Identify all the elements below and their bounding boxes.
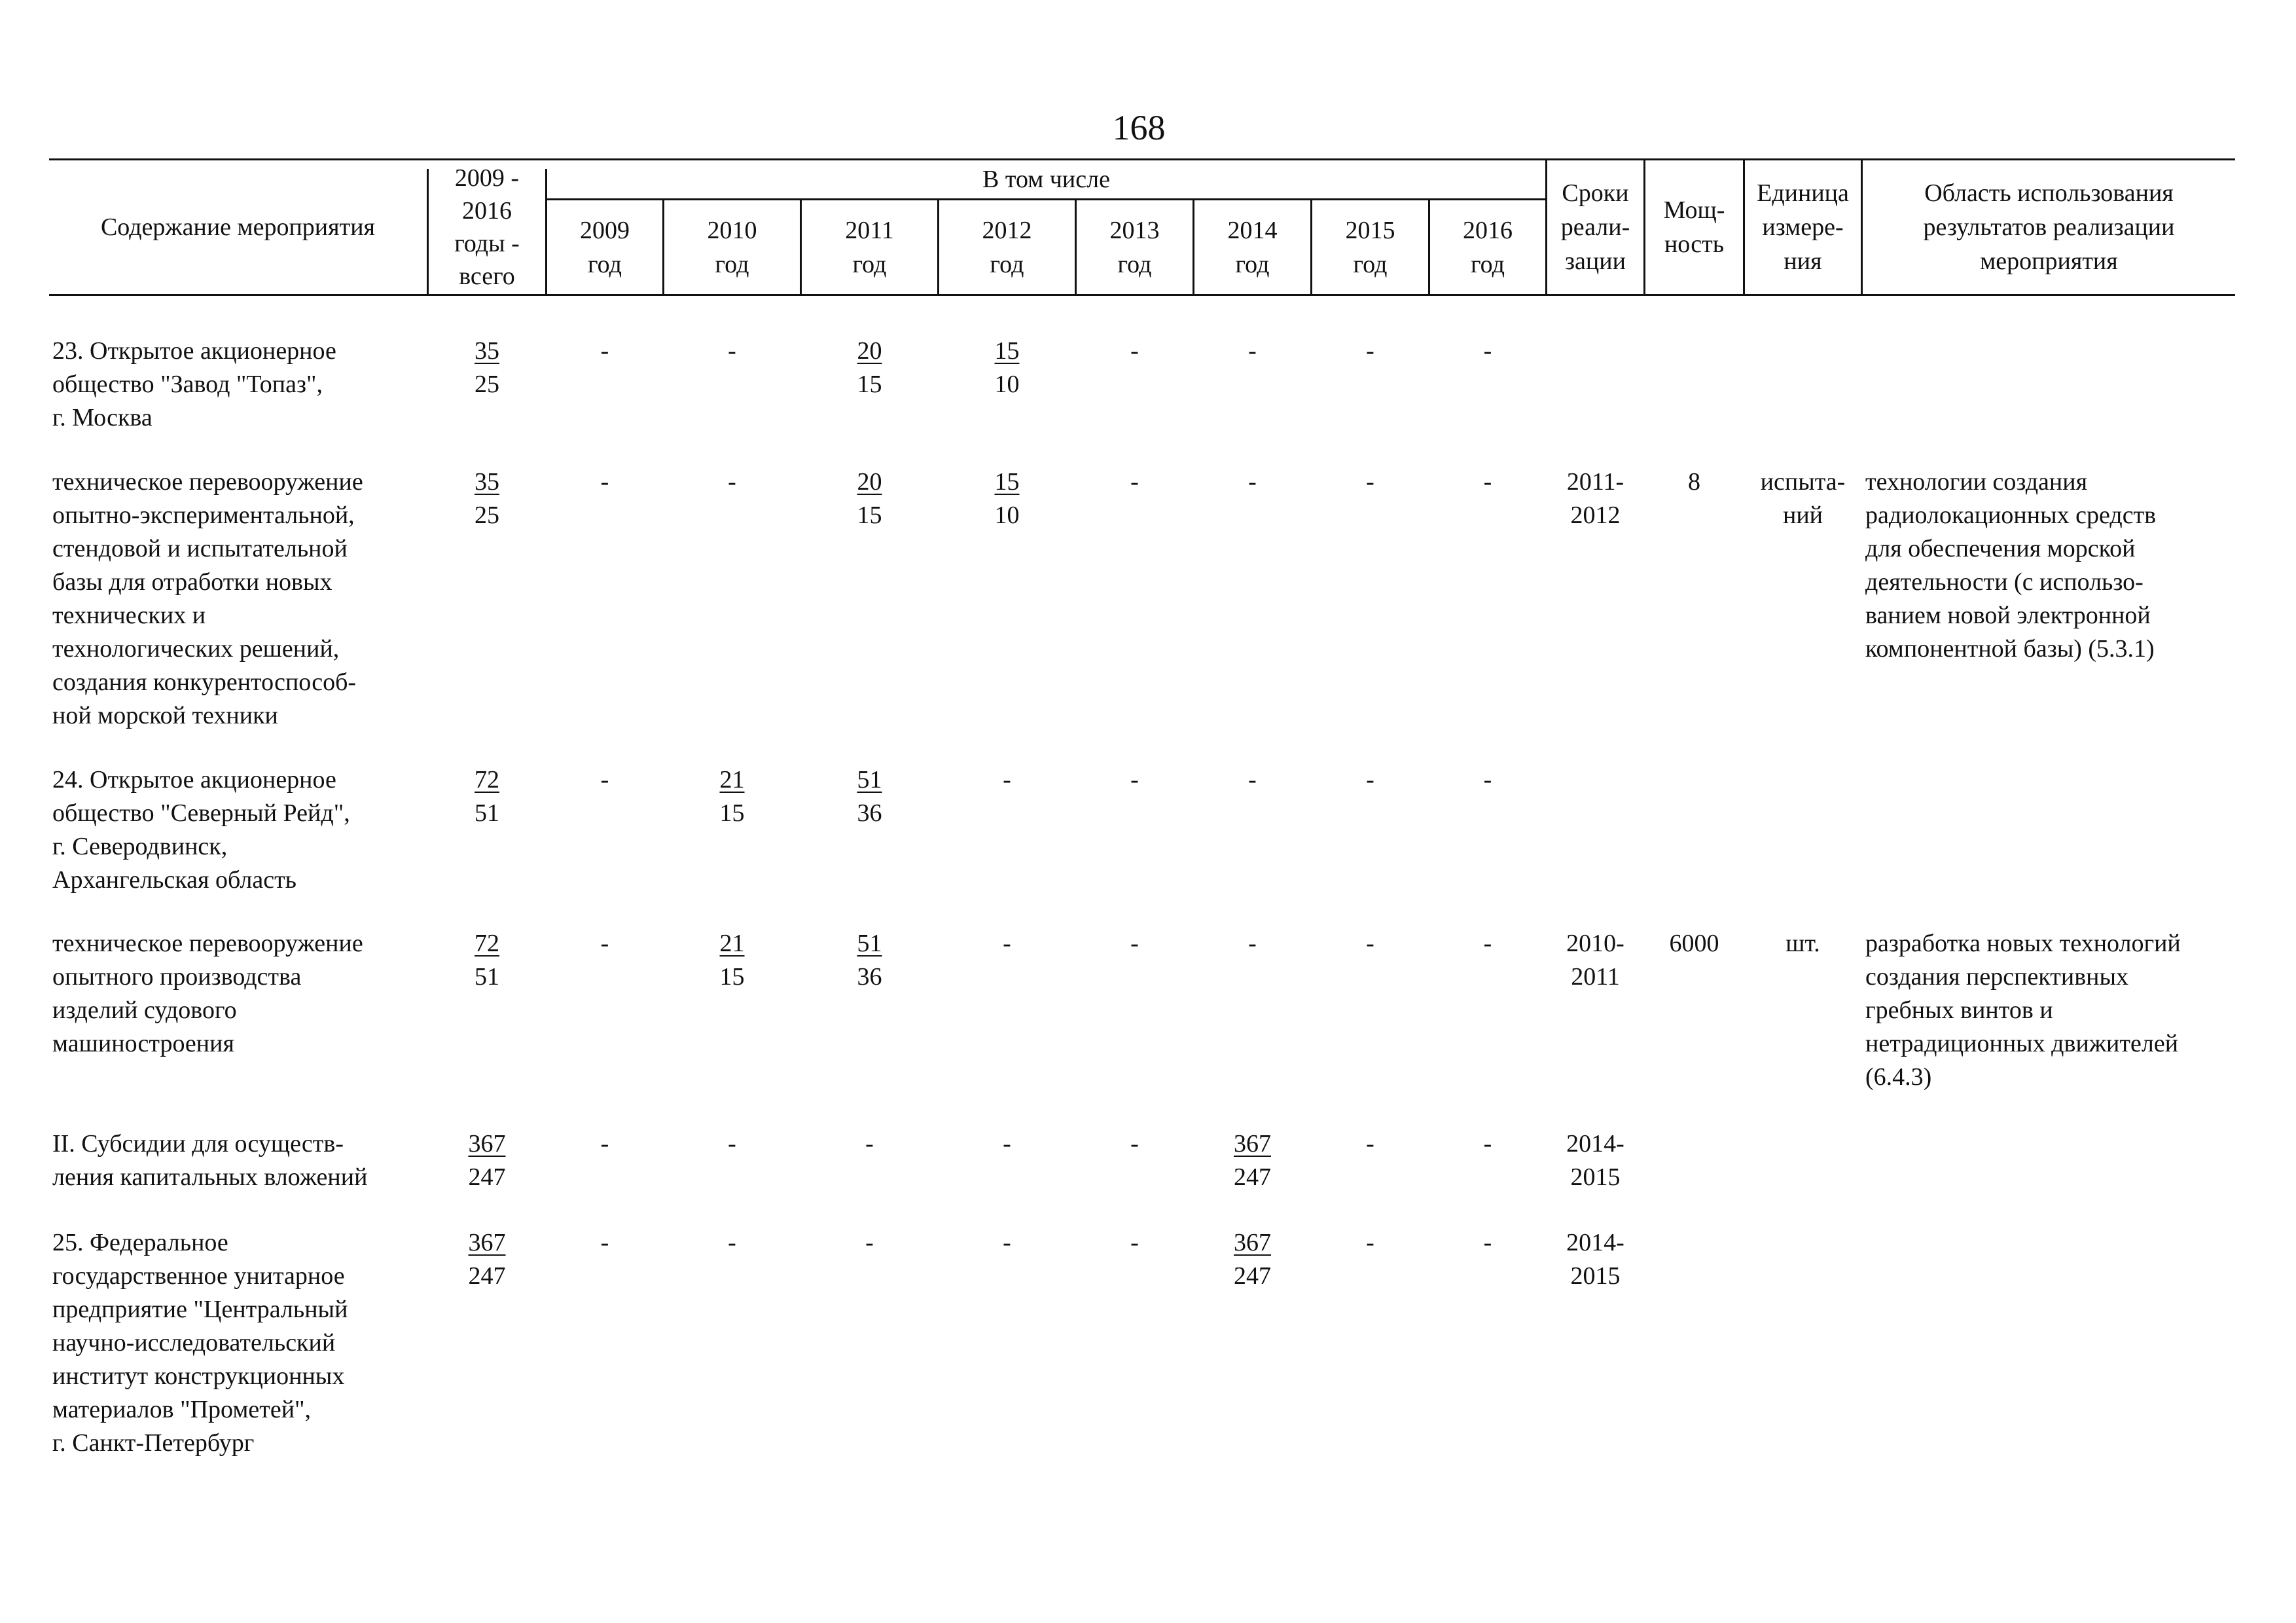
row-terms: 2011- 2012 xyxy=(1566,468,1624,529)
header-year-2014: 2014 год xyxy=(1227,216,1278,278)
value-2016: - xyxy=(1483,1130,1492,1158)
row-terms: 2010- 2011 xyxy=(1566,930,1624,991)
row-name: техническое перевооружение опытно-экспериментальной, стендовой и испытательной базы для отработки новых технических и технологических решений, создания конкурентоспособ- ной морской техники xyxy=(52,468,363,729)
value-2016: - xyxy=(1483,766,1492,793)
value-2009: - xyxy=(600,468,609,496)
header-year-2009: 2009 год xyxy=(580,216,630,278)
value-2010: - xyxy=(728,1130,736,1158)
value-2013: - xyxy=(1130,337,1139,365)
header-year-2013: 2013 год xyxy=(1109,216,1160,278)
value-2016: - xyxy=(1483,468,1492,496)
value-2013: - xyxy=(1130,1229,1139,1256)
value-2015: - xyxy=(1366,337,1374,365)
row-capacity: 8 xyxy=(1688,468,1700,496)
value-2012: - xyxy=(1003,930,1011,957)
value-2010: 21 15 xyxy=(719,766,745,827)
value-2013: - xyxy=(1130,1130,1139,1158)
row-name: 23. Открытое акционерное общество "Завод "Топаз", г. Москва xyxy=(52,337,336,431)
row-area: разработка новых технологий создания перспективных гребных винтов и нетрадиционных движителей (6.4.3) xyxy=(1865,930,2181,1091)
value-2014: 367 247 xyxy=(1234,1130,1271,1191)
row-capacity: 6000 xyxy=(1669,930,1719,957)
row-name: 25. Федеральное государственное унитарное предприятие "Центральный научно-исследовательский институт конструкционных материалов "Прометей", г. Санкт-Петербург xyxy=(52,1229,348,1457)
value-2011: 51 36 xyxy=(857,930,882,991)
value-2011: - xyxy=(865,1130,874,1158)
value-2012: 15 10 xyxy=(994,468,1020,529)
row-total: 35 25 xyxy=(475,337,499,398)
row-terms: 2014- 2015 xyxy=(1566,1130,1624,1191)
header-bottom-rule xyxy=(49,294,2235,296)
row-terms: 2014- 2015 xyxy=(1566,1229,1624,1290)
value-2011: 20 15 xyxy=(857,337,882,398)
value-2015: - xyxy=(1366,1130,1374,1158)
value-2014: - xyxy=(1248,930,1257,957)
row-total: 367 247 xyxy=(468,1229,506,1290)
value-2016: - xyxy=(1483,337,1492,365)
header-including: В том числе xyxy=(982,166,1110,193)
row-total: 367 247 xyxy=(468,1130,506,1191)
value-2012: - xyxy=(1003,766,1011,793)
value-2009: - xyxy=(600,1130,609,1158)
row-unit: шт. xyxy=(1785,930,1820,957)
header-total: 2009 - 2016 годы - всего xyxy=(454,164,520,290)
row-name: техническое перевооружение опытного производства изделий судового машиностроения xyxy=(52,930,363,1057)
value-2016: - xyxy=(1483,930,1492,957)
header-area: Область использования результатов реализации мероприятия xyxy=(1923,179,2175,275)
value-2015: - xyxy=(1366,1229,1374,1256)
header-year-2011: 2011 год xyxy=(845,216,894,278)
value-2012: 15 10 xyxy=(994,337,1020,398)
header-terms: Сроки реали- зации xyxy=(1560,179,1630,275)
header-year-2010: 2010 год xyxy=(707,216,757,278)
row-total: 72 51 xyxy=(475,930,499,991)
value-2009: - xyxy=(600,1229,609,1256)
value-2014: 367 247 xyxy=(1234,1229,1271,1290)
value-2009: - xyxy=(600,766,609,793)
value-2010: - xyxy=(728,468,736,496)
value-2009: - xyxy=(600,930,609,957)
header-year-2012: 2012 год xyxy=(982,216,1032,278)
value-2014: - xyxy=(1248,337,1257,365)
value-2013: - xyxy=(1130,930,1139,957)
row-name: 24. Открытое акционерное общество "Северный Рейд", г. Северодвинск, Архангельская область xyxy=(52,766,350,894)
value-2009: - xyxy=(600,337,609,365)
header-year-2015: 2015 год xyxy=(1345,216,1395,278)
row-total: 35 25 xyxy=(475,468,499,529)
value-2011: 51 36 xyxy=(857,766,882,827)
value-2011: 20 15 xyxy=(857,468,882,529)
value-2012: - xyxy=(1003,1130,1011,1158)
value-2012: - xyxy=(1003,1229,1011,1256)
value-2010: - xyxy=(728,337,736,365)
value-2016: - xyxy=(1483,1229,1492,1256)
value-2015: - xyxy=(1366,766,1374,793)
header-unit: Единица измере- ния xyxy=(1757,179,1849,275)
row-area: технологии создания радиолокационных средств для обеспечения морской деятельности (с использо- ванием новой электронной компонентной базы) (5.3.1) xyxy=(1865,468,2157,663)
row-unit: испыта- ний xyxy=(1760,468,1846,529)
value-2010: - xyxy=(728,1229,736,1256)
header-year-2016: 2016 год xyxy=(1463,216,1513,278)
value-2014: - xyxy=(1248,468,1257,496)
header-content: Содержание мероприятия xyxy=(100,213,376,241)
value-2015: - xyxy=(1366,930,1374,957)
row-total: 72 51 xyxy=(475,766,499,827)
value-2010: 21 15 xyxy=(719,930,745,991)
value-2013: - xyxy=(1130,468,1139,496)
value-2015: - xyxy=(1366,468,1374,496)
value-2014: - xyxy=(1248,766,1257,793)
page-number: 168 xyxy=(1112,108,1166,147)
row-name: II. Субсидии для осуществ- ления капитальных вложений xyxy=(52,1130,368,1191)
header-capacity: Мощ- ность xyxy=(1663,196,1725,258)
value-2011: - xyxy=(865,1229,874,1256)
value-2013: - xyxy=(1130,766,1139,793)
